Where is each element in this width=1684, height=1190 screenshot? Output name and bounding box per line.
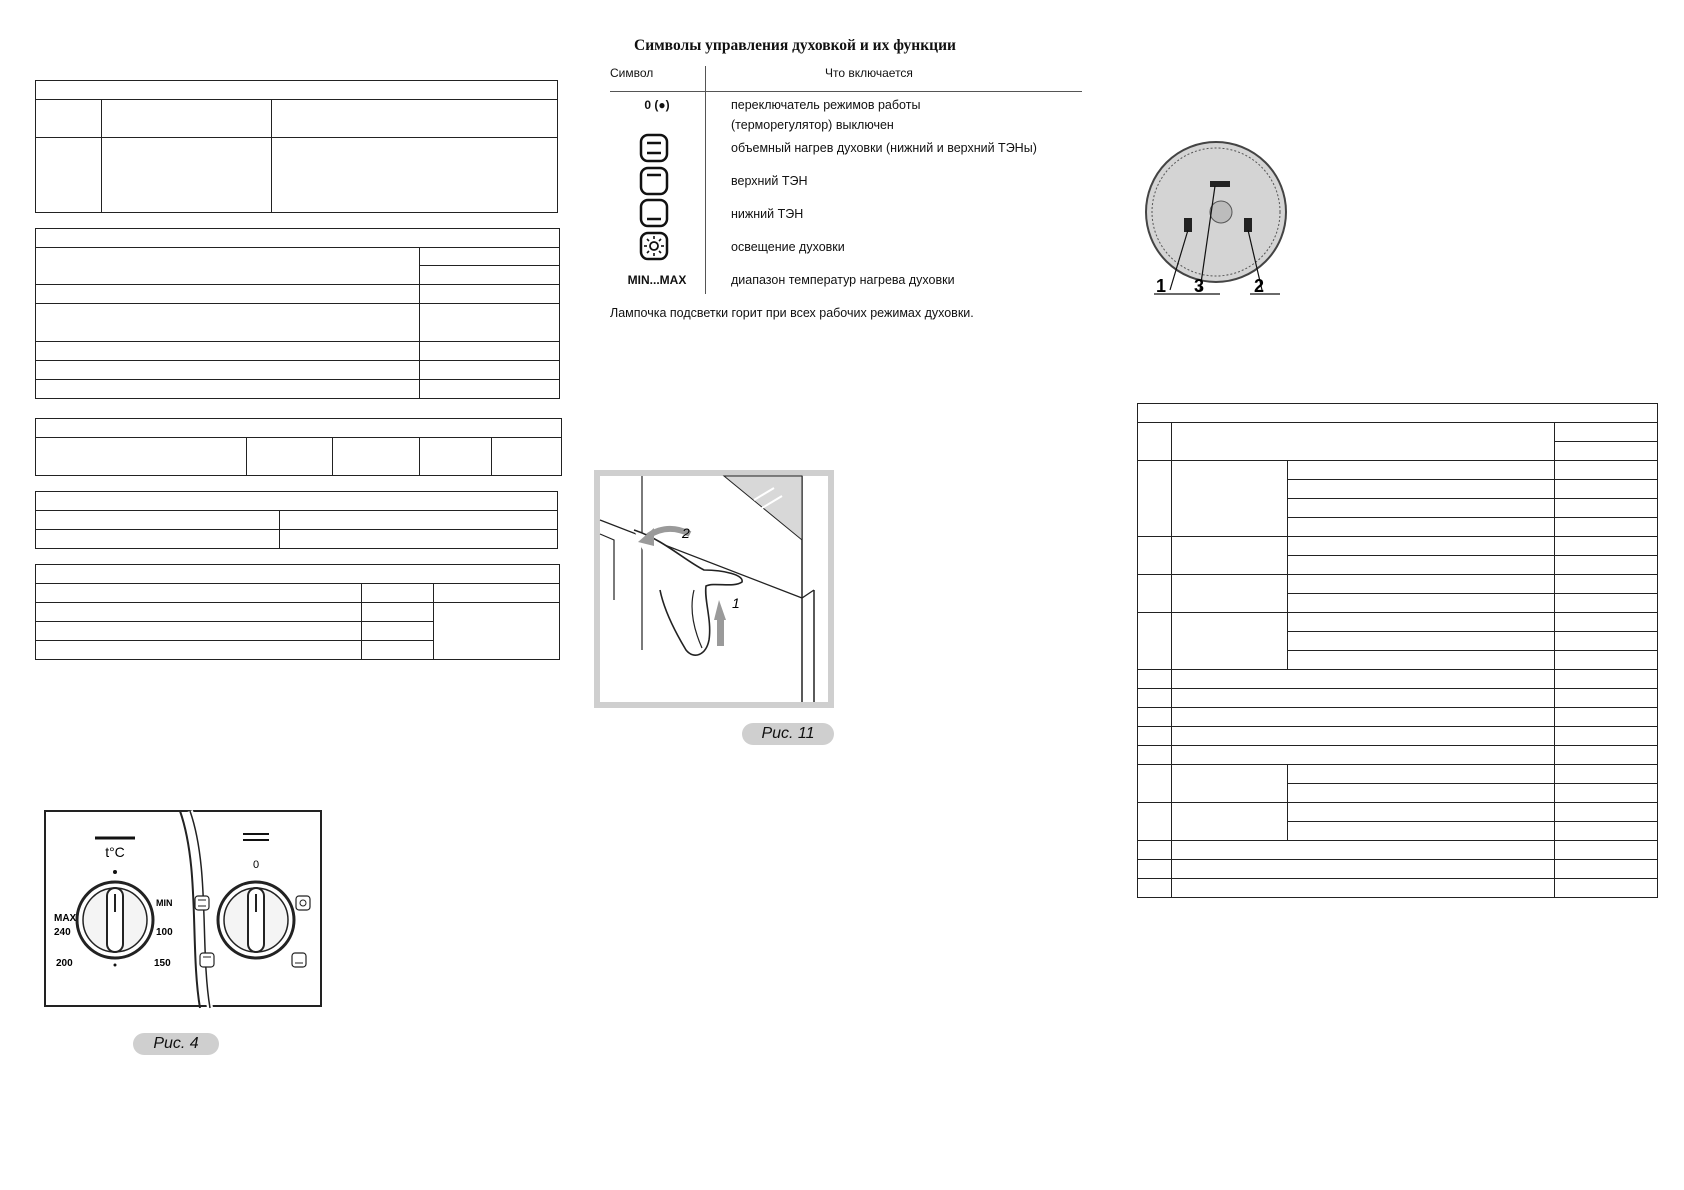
function-top-heater: верхний ТЭН	[731, 174, 808, 188]
oven-light-icon	[639, 231, 669, 261]
function-temperature-range: диапазон температур нагрева духовки	[731, 273, 955, 287]
function-bottom-heater: нижний ТЭН	[731, 207, 804, 221]
mode-zero-label: 0	[252, 859, 260, 871]
header-underline	[610, 91, 1082, 92]
left-table-5	[35, 564, 560, 660]
figure-4-knob-panel	[40, 808, 330, 1013]
plug-pin-diagram	[1140, 140, 1300, 305]
symbols-title: Символы управления духовкой и их функции	[634, 37, 956, 54]
both-heaters-mini-icon	[195, 896, 209, 910]
figure-11-door-illustration	[594, 470, 834, 708]
left-table-2	[35, 228, 560, 399]
label-200: 200	[56, 958, 73, 969]
symbol-min-max: MIN...MAX	[627, 273, 687, 287]
both-heaters-icon	[639, 133, 669, 163]
function-off-line2: (терморегулятор) выключен	[731, 118, 894, 132]
label-100: 100	[156, 927, 173, 938]
figure-11-caption: Рис. 11	[742, 723, 834, 745]
figure-4-caption: Рис. 4	[133, 1033, 219, 1055]
label-min: MIN	[156, 898, 173, 908]
arrow-1-label: 1	[732, 595, 740, 611]
label-150: 150	[154, 958, 171, 969]
top-heater-icon	[639, 166, 669, 196]
thermostat-symbol: t°C	[105, 844, 125, 860]
plug-pin-2-label: 2	[1254, 276, 1265, 296]
function-both-heaters: объемный нагрев духовки (нижний и верхний ТЭНы)	[731, 141, 1037, 155]
symbol-off: 0 (●)	[644, 98, 670, 112]
light-mini-icon	[296, 896, 310, 910]
col-function-header: Что включается	[825, 66, 913, 80]
left-table-3	[35, 418, 562, 476]
plug-pin-1-label: 1	[1156, 276, 1167, 296]
arrow-2-label: 2	[682, 525, 690, 541]
function-off-line1: переключатель режимов работы	[731, 98, 921, 112]
left-table-1	[35, 80, 558, 213]
top-heater-mini-icon	[200, 953, 214, 967]
column-divider	[705, 66, 706, 294]
col-symbol-header: Символ	[610, 66, 654, 80]
label-240: 240	[54, 927, 71, 938]
right-table	[1137, 403, 1658, 898]
plug-pin-3-label: 3	[1194, 276, 1205, 296]
lamp-note: Лампочка подсветки горит при всех рабочих режимах духовки.	[610, 306, 974, 320]
bottom-heater-mini-icon	[292, 953, 306, 967]
left-table-4	[35, 491, 558, 549]
label-max: MAX	[54, 913, 77, 924]
bottom-heater-icon	[639, 198, 669, 228]
function-oven-light: освещение духовки	[731, 240, 845, 254]
